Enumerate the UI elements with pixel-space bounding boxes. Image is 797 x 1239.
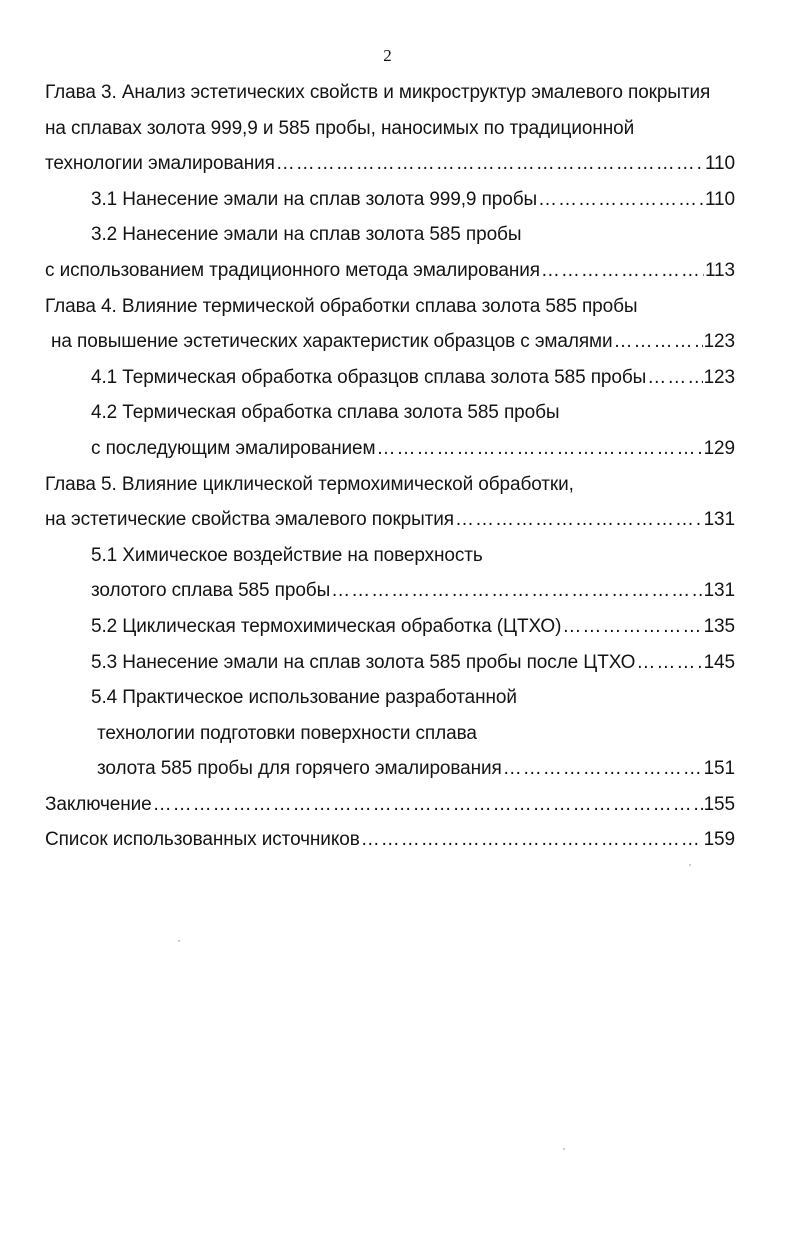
toc-page-number: 131 bbox=[703, 580, 735, 602]
toc-entry-text: с последующим эмалированием bbox=[91, 437, 376, 459]
dot-leader bbox=[361, 825, 703, 855]
toc-entry-text: золотого сплава 585 пробы bbox=[91, 580, 331, 602]
dot-leader bbox=[331, 576, 702, 606]
toc-section-5-1-line-1 bbox=[45, 541, 735, 577]
toc-page-number: 129 bbox=[703, 437, 735, 459]
toc-entry-text: на сплавах золота 999,9 и 585 пробы, наносимых по традиционной bbox=[45, 117, 635, 139]
toc-section-3-2-line-1 bbox=[45, 220, 735, 256]
dot-leader bbox=[647, 363, 702, 393]
toc-section-5-4-line-3 bbox=[45, 754, 735, 790]
toc-page-number: 110 bbox=[705, 188, 735, 210]
toc-page-number: 123 bbox=[703, 366, 735, 388]
toc-chapter-3-heading-line-2 bbox=[45, 114, 735, 150]
toc-section-4-2-line-2 bbox=[45, 434, 735, 470]
toc-page-number: 110 bbox=[705, 153, 735, 175]
dot-leader bbox=[376, 434, 702, 464]
toc-entry-text: Глава 4. Влияние термической обработки сплава золота 585 пробы bbox=[45, 295, 638, 317]
toc-entry-text: золота 585 пробы для горячего эмалирования bbox=[97, 758, 502, 780]
toc-conclusion bbox=[45, 790, 735, 826]
toc-page-number: 151 bbox=[703, 758, 735, 780]
toc-entry-text: 4.1 Термическая обработка образцов сплава золота 585 пробы bbox=[91, 366, 647, 388]
toc-section-4-1 bbox=[45, 363, 735, 399]
toc-entry-text: Глава 5. Влияние циклической термохимической обработки, bbox=[45, 473, 574, 495]
toc-page-number: 135 bbox=[703, 615, 735, 637]
toc-page-number: 145 bbox=[703, 651, 735, 673]
toc-chapter-4-heading-line-1 bbox=[45, 292, 735, 328]
scan-speck bbox=[178, 940, 180, 942]
toc-chapter-4-heading-line-2 bbox=[45, 327, 735, 363]
toc-entry-text: 5.4 Практическое использование разработанной bbox=[91, 687, 517, 709]
toc-entry-text: 3.2 Нанесение эмали на сплав золота 585 пробы bbox=[91, 224, 522, 246]
page-number: 2 bbox=[383, 46, 392, 65]
scan-speck bbox=[689, 864, 691, 866]
dot-leader bbox=[538, 185, 704, 215]
toc-entry-text: с использованием традиционного метода эмалирования bbox=[45, 259, 540, 281]
toc-section-3-2-line-2 bbox=[45, 256, 735, 292]
toc-entry-text: на эстетические свойства эмалевого покрытия bbox=[45, 509, 454, 531]
toc-section-3-1 bbox=[45, 185, 735, 221]
dot-leader bbox=[541, 256, 704, 286]
toc-entry-text: Глава 3. Анализ эстетических свойств и микроструктур эмалевого покрытия bbox=[45, 82, 711, 103]
table-of-contents bbox=[45, 78, 735, 861]
toc-references bbox=[45, 825, 735, 861]
toc-entry-text: Заключение bbox=[45, 793, 152, 815]
toc-page-number: 123 bbox=[703, 331, 735, 353]
toc-page-number: 131 bbox=[703, 509, 735, 531]
toc-section-5-3 bbox=[45, 648, 735, 684]
toc-section-5-4-line-2 bbox=[45, 719, 735, 755]
toc-entry-text: 5.2 Циклическая термохимическая обработка (ЦТХО) bbox=[91, 615, 562, 637]
toc-chapter-5-heading-line-2 bbox=[45, 505, 735, 541]
toc-entry-text: 5.3 Нанесение эмали на сплав золота 585 пробы после ЦТХО bbox=[91, 651, 636, 673]
toc-entry-text: технологии эмалирования bbox=[45, 153, 275, 175]
toc-entry-text: 4.2 Термическая обработка сплава золота 585 пробы bbox=[91, 402, 560, 424]
toc-section-5-4-line-1 bbox=[45, 683, 735, 719]
dot-leader bbox=[614, 327, 703, 357]
toc-entry-text: 3.1 Нанесение эмали на сплав золота 999,9 пробы bbox=[91, 188, 538, 210]
toc-chapter-3-heading-line-1 bbox=[45, 78, 735, 114]
toc-page-number: 155 bbox=[703, 793, 735, 815]
dot-leader bbox=[276, 149, 704, 179]
toc-entry-text: на повышение эстетических характеристик образцов с эмалями bbox=[51, 331, 613, 353]
toc-section-5-1-line-2 bbox=[45, 576, 735, 612]
dot-leader bbox=[636, 648, 702, 678]
toc-section-4-2-line-1 bbox=[45, 398, 735, 434]
toc-entry-text: Список использованных источников bbox=[45, 829, 360, 851]
toc-entry-text: 5.1 Химическое воздействие на поверхность bbox=[91, 544, 483, 566]
dot-leader bbox=[455, 505, 703, 535]
scan-speck bbox=[563, 1148, 565, 1150]
toc-page-number: 159 bbox=[703, 829, 735, 851]
toc-section-5-2 bbox=[45, 612, 735, 648]
dot-leader bbox=[153, 790, 703, 820]
toc-entry-text: технологии подготовки поверхности сплава bbox=[97, 722, 477, 744]
toc-chapter-3-heading-line-3 bbox=[45, 149, 735, 185]
dot-leader bbox=[503, 754, 703, 784]
toc-chapter-5-heading-line-1 bbox=[45, 470, 735, 506]
dot-leader bbox=[562, 612, 702, 642]
toc-page-number: 113 bbox=[705, 259, 735, 281]
